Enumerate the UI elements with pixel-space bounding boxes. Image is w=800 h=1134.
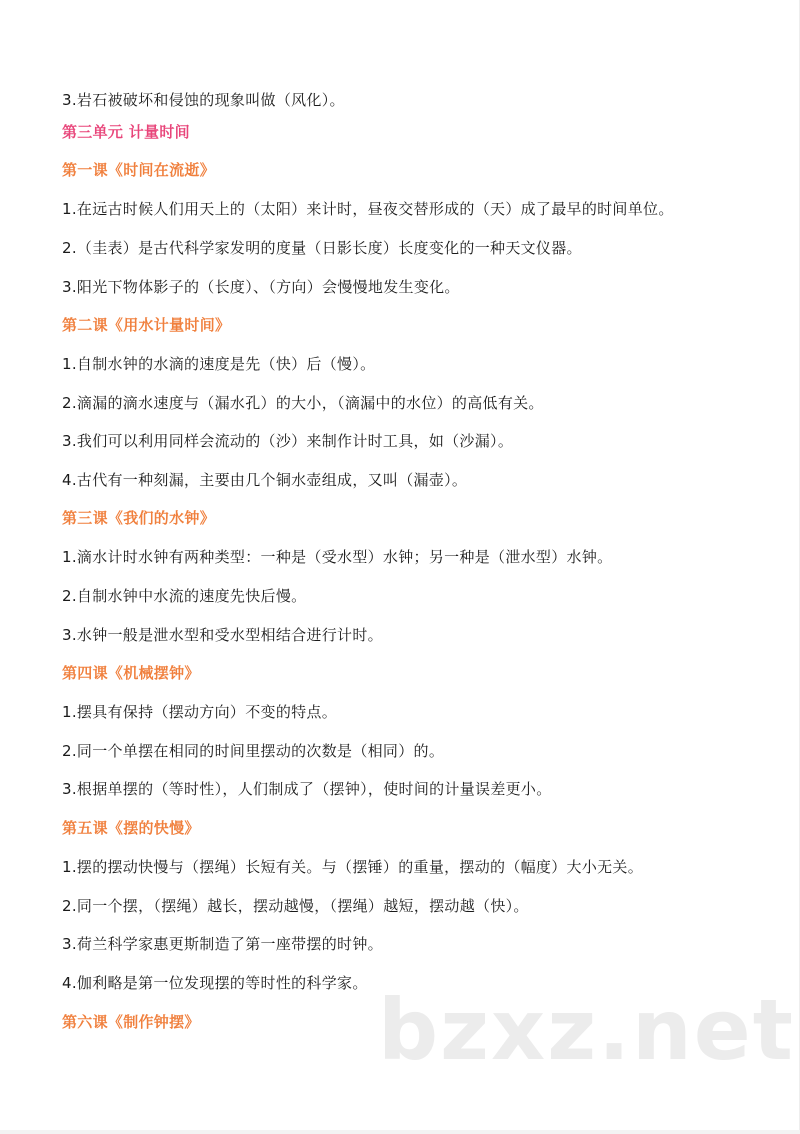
lesson-heading: 第三课《我们的水钟》 [62,509,216,527]
body-line: 3.根据单摆的（等时性），人们制成了（摆钟），使时间的计量误差更小。 [62,780,552,798]
body-line: 4.伽利略是第一位发现摆的等时性的科学家。 [62,974,368,992]
page-bottom-edge [0,1130,800,1134]
body-line: 1.滴水计时水钟有两种类型：一种是（受水型）水钟；另一种是（泄水型）水钟。 [62,548,613,566]
body-line: 2.同一个单摆在相同的时间里摆动的次数是（相同）的。 [62,742,445,760]
body-line: 3.荷兰科学家惠更斯制造了第一座带摆的时钟。 [62,935,383,953]
body-line: 4.古代有一种刻漏，主要由几个铜水壶组成，又叫（漏壶）。 [62,471,468,489]
lesson-heading: 第一课《时间在流逝》 [62,161,216,179]
body-line: 1.在远古时候人们用天上的（太阳）来计时，昼夜交替形成的（天）成了最早的时间单位。 [62,200,674,218]
body-line: 1.摆的摆动快慢与（摆绳）长短有关。与（摆锤）的重量，摆动的（幅度）大小无关。 [62,858,644,876]
body-line: 3.阳光下物体影子的（长度）、（方向）会慢慢地发生变化。 [62,278,460,296]
body-line: 2.滴漏的滴水速度与（漏水孔）的大小，（滴漏中的水位）的高低有关。 [62,394,544,412]
body-line: 2.自制水钟中水流的速度先快后慢。 [62,587,307,605]
body-line: 3.我们可以利用同样会流动的（沙）来制作计时工具，如（沙漏）。 [62,432,514,450]
body-line: 3.岩石被破坏和侵蚀的现象叫做（风化）。 [62,91,345,109]
body-line: 3.水钟一般是泄水型和受水型相结合进行计时。 [62,626,383,644]
lesson-heading: 第二课《用水计量时间》 [62,316,231,334]
body-line: 2.（圭表）是古代科学家发明的度量（日影长度）长度变化的一种天文仪器。 [62,239,582,257]
body-line: 1.自制水钟的水滴的速度是先（快）后（慢）。 [62,355,376,373]
body-line: 1.摆具有保持（摆动方向）不变的特点。 [62,703,338,721]
body-line: 2.同一个摆，（摆绳）越长，摆动越慢，（摆绳）越短，摆动越（快）。 [62,897,529,915]
watermark: bzxz.net [378,981,795,1079]
lesson-heading: 第六课《制作钟摆》 [62,1013,200,1031]
lesson-heading: 第四课《机械摆钟》 [62,664,200,682]
unit-heading: 第三单元 计量时间 [62,123,190,141]
lesson-heading: 第五课《摆的快慢》 [62,819,200,837]
